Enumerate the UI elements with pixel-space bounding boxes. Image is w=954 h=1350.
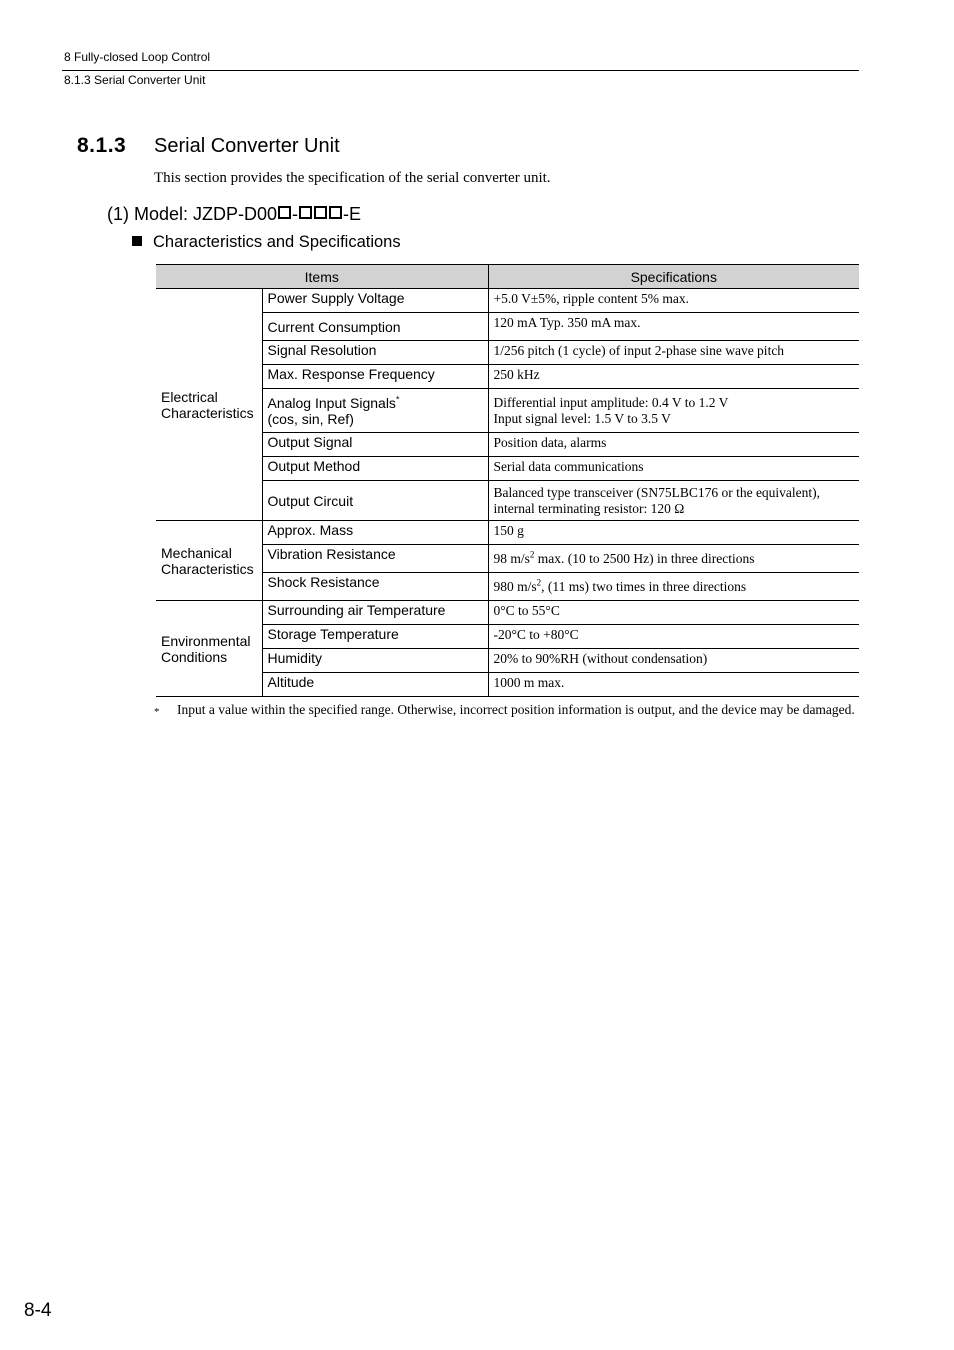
spec-table	[156, 264, 859, 697]
spec-cell: 980 $m/s^2$, (11 ms) two times in three directions	[488, 573, 859, 601]
footnote	[154, 702, 859, 718]
placeholder-box-icon	[278, 206, 291, 219]
section-title	[77, 134, 340, 158]
table-row	[156, 289, 859, 313]
table-row	[156, 521, 859, 545]
item-cell: Output Method	[262, 457, 488, 481]
spec-cell: 98 $m/s^2$ max. (10 to 2500 Hz) in three directions	[488, 545, 859, 573]
item-cell: Surrounding air Temperature	[262, 601, 488, 625]
header-chapter: 8 Fully-closed Loop Control	[64, 50, 211, 64]
table-row	[156, 673, 859, 697]
spec-cell: 0°C to 55°C	[488, 601, 859, 625]
item-cell: Max. Response Frequency	[262, 365, 488, 389]
item-cell: Altitude	[262, 673, 488, 697]
placeholder-box-icon	[314, 206, 327, 219]
spec-cell: 250 kHz	[488, 365, 859, 389]
item-cell: Output Circuit	[262, 481, 488, 521]
spec-cell: Balanced type transceiver (SN75LBC176 or the equivalent), internal terminating resistor: 120 Ω	[488, 481, 859, 521]
footnote-mark: *	[154, 706, 160, 718]
item-cell: Power Supply Voltage	[262, 289, 488, 313]
spec-cell: 150 g	[488, 521, 859, 545]
footnote-text: Input a value within the specified range. Otherwise, incorrect position information is output, and the device may be damaged.	[177, 702, 855, 717]
item-cell: Humidity	[262, 649, 488, 673]
header-section: 8.1.3 Serial Converter Unit	[64, 73, 206, 87]
table-row	[156, 649, 859, 673]
section-title-text: Serial Converter Unit	[154, 135, 340, 157]
group-electrical: Electrical Characteristics	[156, 289, 262, 521]
header-specifications: Specifications	[488, 265, 859, 289]
spec-cell: 1000 m max.	[488, 673, 859, 697]
item-cell: Signal Resolution	[262, 341, 488, 365]
square-bullet-icon	[132, 236, 142, 246]
table-row	[156, 313, 859, 341]
table-row	[156, 457, 859, 481]
table-row	[156, 433, 859, 457]
header-rule	[62, 70, 859, 71]
model-suffix: -E	[343, 204, 362, 224]
spec-cell: 120 mA Typ. 350 mA max.	[488, 313, 859, 341]
model-heading	[107, 204, 361, 225]
item-cell: Vibration Resistance	[262, 545, 488, 573]
model-prefix: (1) Model: JZDP-D00	[107, 204, 278, 224]
table-row	[156, 545, 859, 573]
spec-cell: Serial data communications	[488, 457, 859, 481]
table-row	[156, 389, 859, 433]
spec-cell: 20% to 90%RH (without condensation)	[488, 649, 859, 673]
item-cell: Current Consumption	[262, 313, 488, 341]
spec-cell: Position data, alarms	[488, 433, 859, 457]
group-environmental: Environmental Conditions	[156, 601, 262, 697]
subheading-text: Characteristics and Specifications	[153, 233, 401, 251]
spec-cell: 1/256 pitch (1 cycle) of input 2-phase sine wave pitch	[488, 341, 859, 365]
item-cell: Storage Temperature	[262, 625, 488, 649]
header-items: Items	[156, 265, 488, 289]
model-dash: -	[292, 204, 299, 224]
spec-cell: Differential input amplitude: 0.4 V to 1.2 V Input signal level: 1.5 V to 3.5 V	[488, 389, 859, 433]
table-row	[156, 341, 859, 365]
table-row	[156, 625, 859, 649]
item-cell: Shock Resistance	[262, 573, 488, 601]
table-header-row	[156, 265, 859, 289]
table-row	[156, 601, 859, 625]
placeholder-box-icon	[329, 206, 342, 219]
section-number: 8.1.3	[77, 134, 127, 157]
group-mechanical: Mechanical Characteristics	[156, 521, 262, 601]
page-number: 8-4	[24, 1300, 52, 1321]
table-row	[156, 365, 859, 389]
table-row	[156, 573, 859, 601]
item-cell: Analog Input Signals* (cos, sin, Ref)	[262, 389, 488, 433]
subheading	[132, 233, 401, 252]
item-cell: Output Signal	[262, 433, 488, 457]
section-description: This section provides the specification of the serial converter unit.	[154, 170, 551, 186]
spec-cell: -20°C to +80°C	[488, 625, 859, 649]
placeholder-box-icon	[299, 206, 312, 219]
spec-cell: +5.0 V±5%, ripple content 5% max.	[488, 289, 859, 313]
table-row	[156, 481, 859, 521]
item-cell: Approx. Mass	[262, 521, 488, 545]
